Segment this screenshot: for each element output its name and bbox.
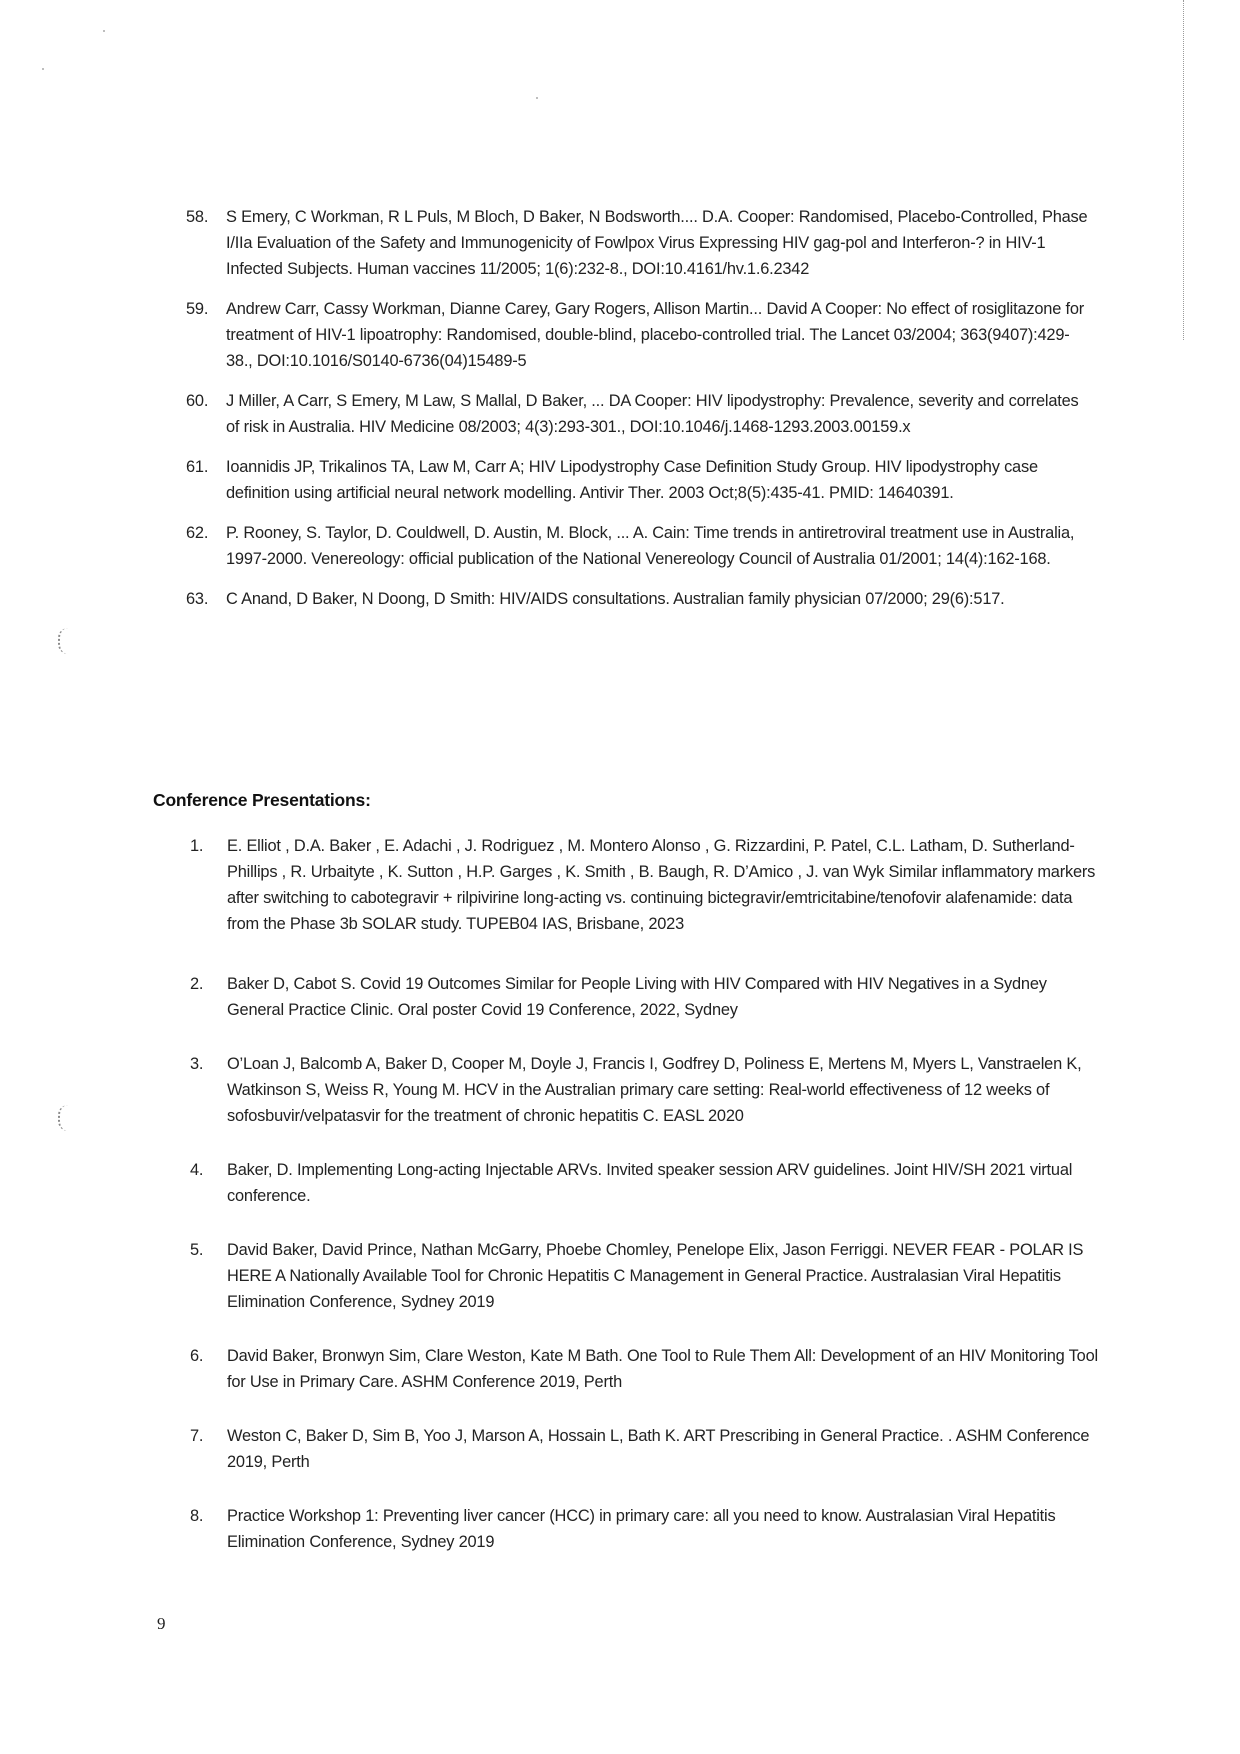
entry-number: 6. (190, 1347, 204, 1365)
scan-speck (103, 30, 105, 32)
entry-number: 8. (190, 1507, 204, 1525)
entry-number: 59. (186, 300, 209, 318)
entry-number: 63. (186, 590, 209, 608)
publication-entry (186, 204, 1096, 282)
scan-speck (42, 68, 44, 70)
entry-number: 3. (190, 1055, 204, 1073)
entry-number: 4. (190, 1161, 204, 1179)
conference-entry (190, 1237, 1100, 1315)
entry-number: 62. (186, 524, 209, 542)
publication-entry (186, 520, 1096, 572)
entry-number: 5. (190, 1241, 204, 1259)
entry-text: Practice Workshop 1: Preventing liver cancer (HCC) in primary care: all you need to know. Australasian Viral Hepatitis Elimination Conference, Sydney 2019 (227, 1507, 1056, 1551)
conference-entry (190, 1423, 1100, 1475)
conference-entry (190, 833, 1100, 937)
entry-text: O’Loan J, Balcomb A, Baker D, Cooper M, Doyle J, Francis I, Godfrey D, Poliness E, Mertens M, Myers L, Vanstraelen K, Watkinson S, Weiss R, Young M. HCV in the Australian primary care setting: Real-world effectiveness of 12 weeks of sofosbuvir/velpatasvir for the treatment of chronic hepatitis C. EASL 2020 (227, 1055, 1082, 1125)
entry-text: Ioannidis JP, Trikalinos TA, Law M, Carr A; HIV Lipodystrophy Case Definition Study Group. HIV lipodystrophy case definition using artificial neural network modelling. Antivir Ther. 2003 Oct;8(5):435-41. PMID: 14640391. (226, 458, 1038, 502)
punch-hole-mark (58, 628, 70, 654)
entry-text: David Baker, David Prince, Nathan McGarry, Phoebe Chomley, Penelope Elix, Jason Ferriggi. NEVER FEAR - POLAR IS HERE A Nationally Available Tool for Chronic Hepatitis C Management in General Practice. Australasian Viral Hepatitis Elimination Conference, Sydney 2019 (227, 1241, 1084, 1311)
entry-text: Baker D, Cabot S. Covid 19 Outcomes Similar for People Living with HIV Compared with HIV Negatives in a Sydney General Practice Clinic. Oral poster Covid 19 Conference, 2022, Sydney (227, 975, 1047, 1019)
section-heading: Conference Presentations: (153, 790, 371, 810)
entry-text: J Miller, A Carr, S Emery, M Law, S Mallal, D Baker, ... DA Cooper: HIV lipodystrophy: Prevalence, severity and correlates of risk in Australia. HIV Medicine 08/2003; 4(3):293-301., DOI:10.1046/j.1468-1293.2003.00159.x (226, 392, 1079, 436)
publication-entry (186, 296, 1096, 374)
entry-number: 7. (190, 1427, 204, 1445)
scan-edge-artifact (1182, 0, 1184, 340)
entry-text: Baker, D. Implementing Long-acting Injectable ARVs. Invited speaker session ARV guidelines. Joint HIV/SH 2021 virtual conference. (227, 1161, 1073, 1205)
publication-entry (186, 586, 1096, 612)
entry-number: 61. (186, 458, 209, 476)
entry-number: 58. (186, 208, 209, 226)
entry-text: P. Rooney, S. Taylor, D. Couldwell, D. Austin, M. Block, ... A. Cain: Time trends in antiretroviral treatment use in Australia, 1997-2000. Venereology: official publication of the National Venereology Council of Australia 01/2001; 14(4):162-168. (226, 524, 1075, 568)
entry-number: 2. (190, 975, 204, 993)
entry-text: David Baker, Bronwyn Sim, Clare Weston, Kate M Bath. One Tool to Rule Them All: Development of an HIV Monitoring Tool for Use in Primary Care. ASHM Conference 2019, Perth (227, 1347, 1098, 1391)
publication-entry (186, 388, 1096, 440)
entry-number: 1. (190, 837, 204, 855)
conference-list (190, 833, 1100, 1555)
entry-number: 60. (186, 392, 209, 410)
conference-entry (190, 1051, 1100, 1129)
conference-entry (190, 1343, 1100, 1395)
publication-entry (186, 454, 1096, 506)
publications-list (186, 204, 1096, 626)
entry-text: S Emery, C Workman, R L Puls, M Bloch, D Baker, N Bodsworth.... D.A. Cooper: Randomised, Placebo-Controlled, Phase I/IIa Evaluation of the Safety and Immunogenicity of Fowlpox Virus Expressing HIV gag-pol and Interferon-? in HIV-1 Infected Subjects. Human vaccines 11/2005; 1(6):232-8., DOI:10.4161/hv.1.6.2342 (226, 208, 1088, 278)
conference-entry (190, 1157, 1100, 1209)
scan-speck (536, 97, 538, 99)
entry-text: Andrew Carr, Cassy Workman, Dianne Carey, Gary Rogers, Allison Martin... David A Cooper: No effect of rosiglitazone for treatment of HIV-1 lipoatrophy: Randomised, double-blind, placebo-controlled trial. The Lancet 03/2004; 363(9407):429-38., DOI:10.1016/S0140-6736(04)15489-5 (226, 300, 1085, 370)
entry-text: E. Elliot , D.A. Baker , E. Adachi , J. Rodriguez , M. Montero Alonso , G. Rizzardini, P. Patel, C.L. Latham, D. Sutherland-Phillips , R. Urbaityte , K. Sutton , H.P. Garges , K. Smith , B. Baugh, R. D’Amico , J. van Wyk Similar inflammatory markers after switching to cabotegravir + rilpivirine long-acting vs. continuing bictegravir/emtricitabine/tenofovir alafenamide: data from the Phase 3b SOLAR study. TUPEB04 IAS, Brisbane, 2023 (227, 837, 1096, 933)
entry-text: C Anand, D Baker, N Doong, D Smith: HIV/AIDS consultations. Australian family physician 07/2000; 29(6):517. (226, 590, 1005, 608)
page-number: 9 (157, 1614, 166, 1633)
entry-text: Weston C, Baker D, Sim B, Yoo J, Marson A, Hossain L, Bath K. ART Prescribing in General Practice. . ASHM Conference 2019, Perth (227, 1427, 1090, 1471)
conference-entry (190, 971, 1100, 1023)
punch-hole-mark (58, 1105, 70, 1131)
conference-entry (190, 1503, 1100, 1555)
